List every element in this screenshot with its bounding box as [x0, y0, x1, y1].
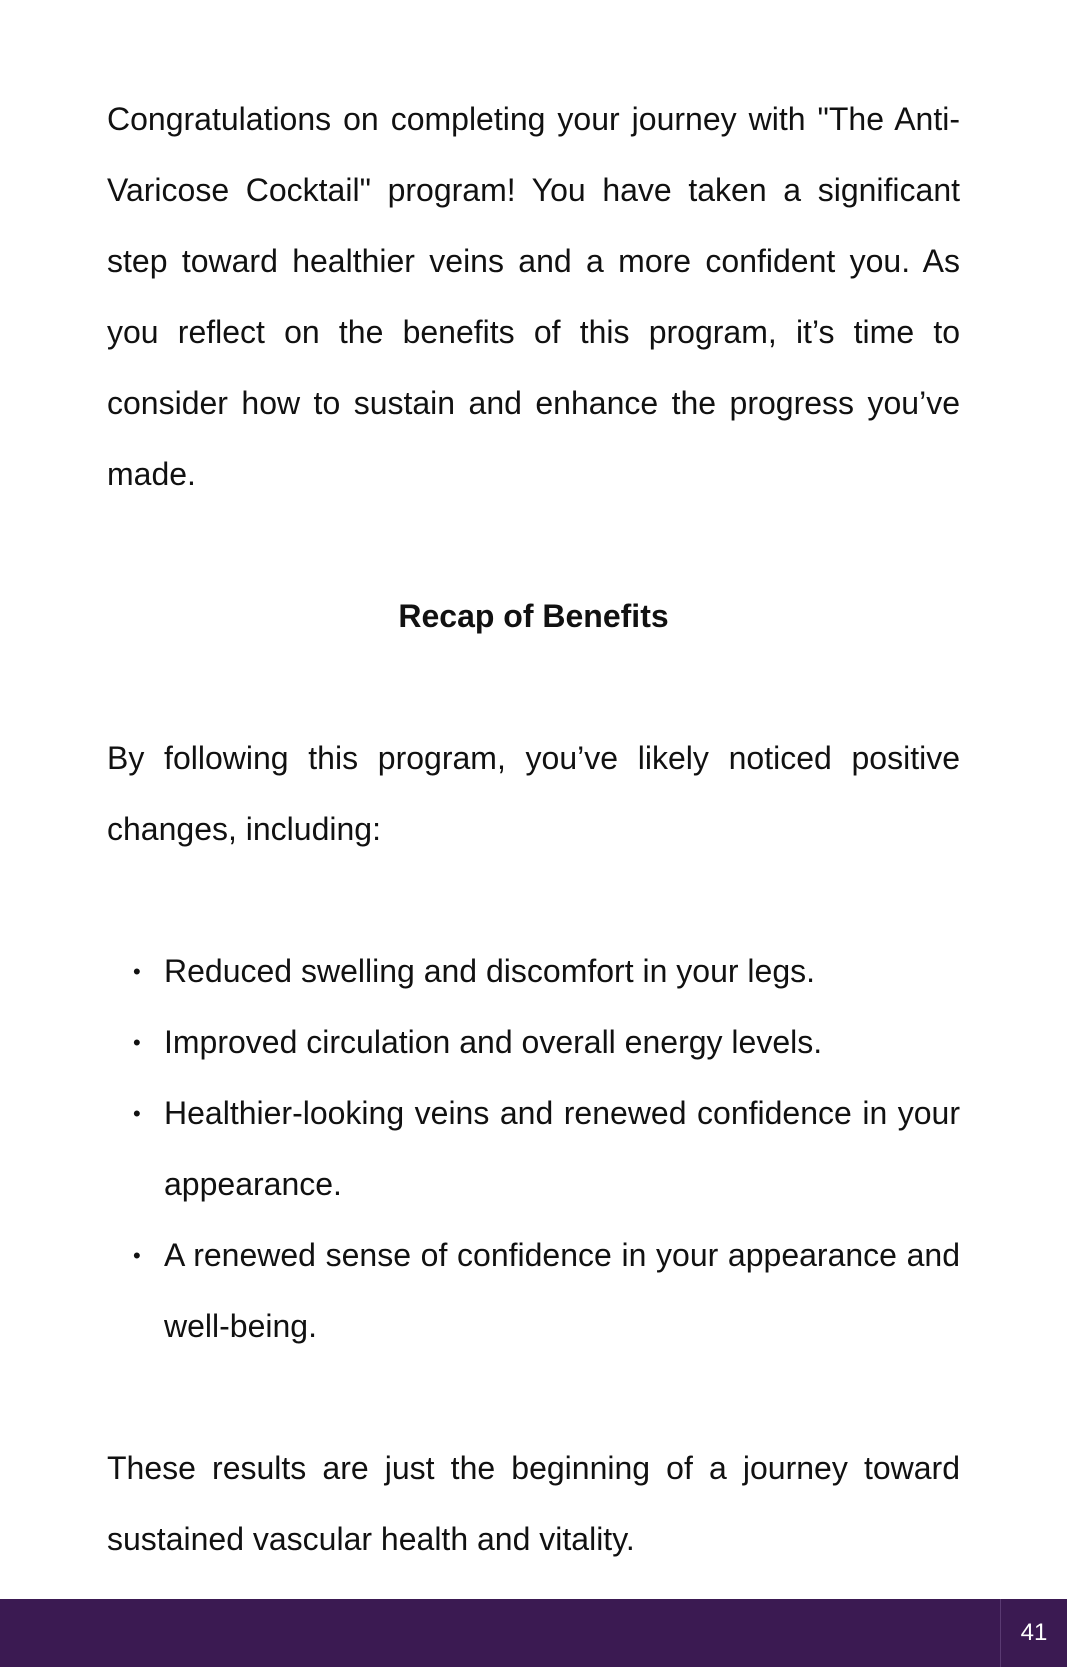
benefits-list [107, 936, 960, 1362]
bullet-icon: • [133, 1101, 141, 1126]
list-item-text: Reduced swelling and discomfort in your legs. [164, 953, 815, 989]
list-item [107, 1078, 960, 1220]
spacer [107, 510, 960, 581]
spacer [107, 865, 960, 936]
spacer [107, 652, 960, 723]
list-item [107, 1220, 960, 1362]
closing-paragraph: These results are just the beginning of a journey toward sustained vascular health and vitality. [107, 1450, 960, 1557]
bullet-icon: • [133, 1243, 141, 1268]
list-item-text: A renewed sense of confidence in your appearance and well-being. [164, 1237, 960, 1344]
page-content [107, 84, 960, 1575]
section-heading: Recap of Benefits [398, 598, 669, 634]
list-item [107, 1007, 960, 1078]
bullet-icon: • [133, 959, 141, 984]
recap-lead-paragraph: By following this program, you’ve likely noticed positive changes, including: [107, 740, 960, 847]
list-item-text: Improved circulation and overall energy levels. [164, 1024, 823, 1060]
intro-paragraph: Congratulations on completing your journey with "The Anti-Varicose Cocktail" program! You have taken a significant step toward healthier veins and a more confident you. As you reflect on the benefits of this program, it’s time to consider how to sustain and enhance the progress you’ve made. [107, 101, 960, 492]
page-number: 41 [1000, 1599, 1067, 1667]
bullet-icon: • [133, 1030, 141, 1055]
list-item [107, 936, 960, 1007]
list-item-text: Healthier-looking veins and renewed confidence in your appearance. [164, 1095, 960, 1202]
spacer [107, 1362, 960, 1433]
footer-bar [0, 1599, 1067, 1667]
